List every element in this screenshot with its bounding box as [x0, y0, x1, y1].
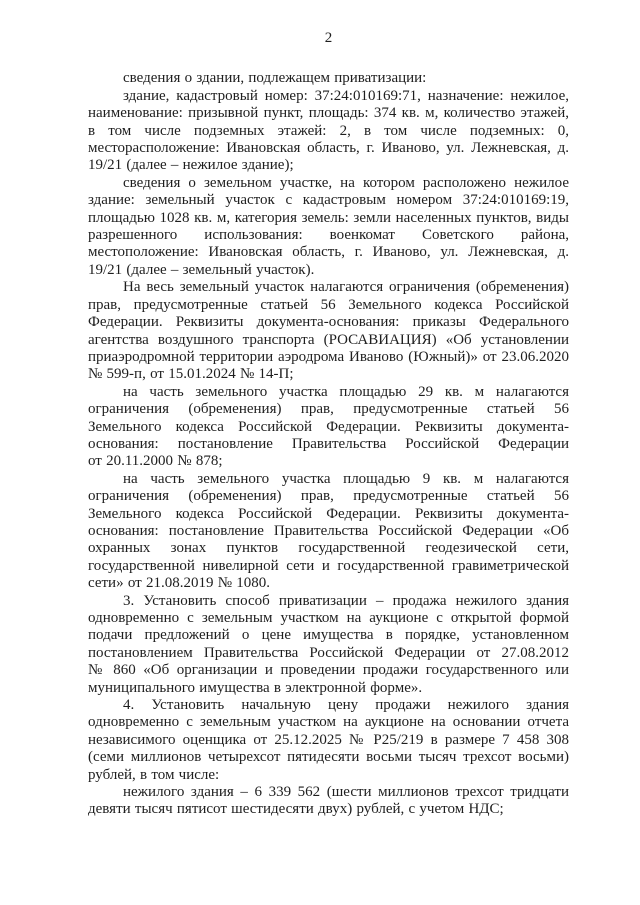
- paragraph-restrictions-9sqm: на часть земельного участка площадью 9 кв. м налагаются ограничения (обременения) прав, предусмотренные статьей 56 Земельного кодекса Российской Федерации. Реквизиты документа-основания: постановление Правительства Российской Федерации «Об охранных зонах пунктов государственной геодезической сети, государственной нивелирной сети и государственной гравиметрической сети» от 21.08.2019 № 1080.: [88, 470, 569, 592]
- paragraph-item-3-privatization-method: 3. Установить способ приватизации – продажа нежилого здания одновременно с земельным участком на аукционе с открытой формой подачи предложений о цене имущества в порядке, установленном постановлением Правительства Российской Федерации от 27.08.2012 № 860 «Об организации и проведении продажи государственного или муниципального имущества в электронной форме».: [88, 592, 569, 696]
- paragraph-item-4-starting-price: 4. Установить начальную цену продажи нежилого здания одновременно с земельным участком на аукционе на основании отчета независимого оценщика от 25.12.2025 № Р25/219 в размере 7 458 308 (семи миллионов четырехсот пятидесяти восьми тысяч трехсот восьми) рублей, в том числе:: [88, 697, 569, 783]
- paragraph-restrictions-29sqm: на часть земельного участка площадью 29 кв. м налагаются ограничения (обременения) прав, предусмотренные статьей 56 Земельного кодекса Российской Федерации. Реквизиты документа-основания: постановление Правительства Российской Федерации от 20.11.2000 № 878;: [88, 383, 569, 470]
- paragraph-restrictions-whole-plot: На весь земельный участок налагаются ограничения (обременения) прав, предусмотренные статьей 56 Земельного кодекса Российской Федерации. Реквизиты документа-основания: приказы Федерального агентства воздушного транспорта (РОСАВИАЦИЯ) «Об установлении приаэродромной территории аэродрома Иваново (Южный)» от 23.06.2020 № 599-п, от 15.01.2024 № 14-П;: [88, 279, 569, 383]
- paragraph-building-details: здание, кадастровый номер: 37:24:010169:71, назначение: нежилое, наименование: призывной пункт, площадь: 374 кв. м, количество этажей, в том числе подземных этажей: 2, в том числе подземных: 0, месторасположение: Ивановская область, г. Иваново, ул. Лежневская, д. 19/21 (далее – нежилое здание);: [88, 87, 569, 174]
- paragraph-building-price: нежилого здания – 6 339 562 (шести миллионов трехсот тридцати девяти тысяч пятисот шестидесяти двух) рублей, с учетом НДС;: [88, 784, 569, 818]
- paragraph-land-plot-details: сведения о земельном участке, на котором расположено нежилое здание: земельный участок с кадастровым номером 37:24:010169:19, площадью 1028 кв. м, категория земель: земли населенных пунктов, виды разрешенного использования: военкомат Советского района, местоположение: Ивановская область, г. Иваново, ул. Лежневская, д. 19/21 (далее – земельный участок).: [88, 174, 569, 278]
- paragraph-building-info-heading: сведения о здании, подлежащем приватизации:: [123, 70, 427, 87]
- page-number: 2: [324, 30, 333, 46]
- document-content: [88, 30, 569, 819]
